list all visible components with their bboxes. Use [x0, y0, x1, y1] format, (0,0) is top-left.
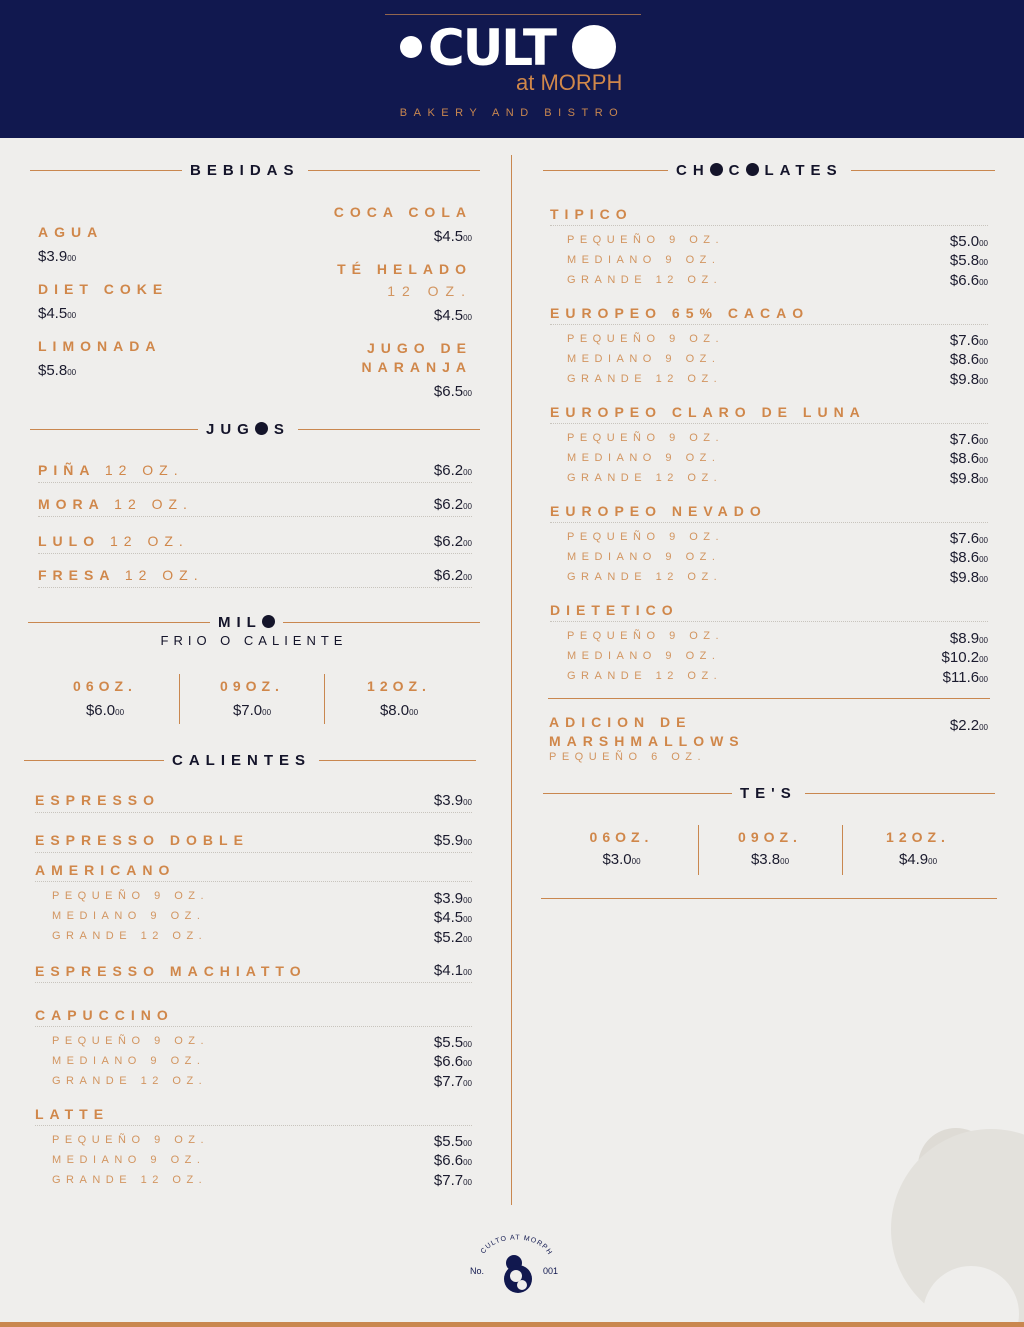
item-name: AMERICANO [35, 862, 176, 878]
dotted-leader [38, 516, 472, 517]
item-price: $4.500 [433, 909, 472, 926]
size-price: $3.800 [750, 851, 790, 868]
brand-name: CULT [428, 19, 555, 77]
item-price: $7.600 [949, 431, 988, 448]
item-price: $6.200 [433, 462, 472, 479]
tagline: BAKERY AND BISTRO [399, 107, 625, 119]
item-size: MEDIANO 9 OZ. [567, 254, 721, 266]
item-price: $11.600 [942, 669, 988, 686]
item-name: DIETETICO [550, 602, 679, 618]
size-price: $3.000 [602, 851, 641, 868]
item-size: MEDIANO 9 OZ. [52, 910, 206, 922]
item-size: MEDIANO 9 OZ. [567, 650, 721, 662]
item-size: GRANDE 12 OZ. [52, 1075, 208, 1087]
size-label: 09OZ. [220, 678, 284, 694]
item-price: $3.900 [433, 792, 472, 809]
dotted-leader [38, 482, 472, 483]
item-price: $6.200 [433, 567, 472, 584]
item-name: AGUA [38, 224, 104, 240]
item-price: $3.900 [38, 248, 77, 265]
item-price: $5.000 [949, 233, 988, 250]
item-size: MEDIANO 9 OZ. [567, 353, 721, 365]
item-price: $9.800 [949, 470, 988, 487]
tes-title: TE'S [732, 785, 805, 803]
bottom-strip [0, 1322, 1024, 1327]
item-price: $5.500 [433, 1034, 472, 1051]
size-label: 06OZ. [589, 829, 654, 845]
item-name: ESPRESSO [35, 792, 161, 808]
item-size: GRANDE 12 OZ. [567, 274, 723, 286]
item-price: $5.800 [949, 252, 988, 269]
item-size: PEQUEÑO 9 OZ. [567, 333, 725, 345]
item-price: $10.200 [941, 649, 988, 666]
item-price: $6.200 [433, 496, 472, 513]
item-name: ESPRESSO DOBLE [35, 832, 249, 848]
dotted-leader [550, 522, 988, 523]
item-price: $6.200 [433, 533, 472, 550]
item-price: $2.200 [949, 717, 988, 734]
item-size: GRANDE 12 OZ. [52, 930, 208, 942]
item-price: $5.800 [38, 362, 77, 379]
item-size: PEQUEÑO 9 OZ. [52, 1035, 210, 1047]
adicion-rule [548, 698, 990, 699]
dotted-leader [35, 881, 472, 882]
item-price: $6.600 [949, 272, 988, 289]
item-size: PEQUEÑO 9 OZ. [567, 630, 725, 642]
dot-o-icon [255, 422, 268, 435]
item-size: PEQUEÑO 9 OZ. [567, 432, 725, 444]
item-price: $9.800 [949, 371, 988, 388]
item-name: ADICION DE [549, 714, 692, 730]
item-size: PEQUEÑO 9 OZ. [567, 234, 725, 246]
logo-o-circle-icon [572, 25, 616, 69]
brand-subtitle: at MORPH [516, 70, 623, 95]
dotted-leader [35, 852, 472, 853]
item-price: $8.600 [949, 351, 988, 368]
dot-o-icon [262, 615, 275, 628]
tes-bottom-rule [541, 898, 997, 899]
item-size: MEDIANO 9 OZ. [567, 452, 721, 464]
dotted-leader [550, 621, 988, 622]
item-name: MORA 12 OZ. [38, 496, 193, 512]
milo-subtitle: FRIO O CALIENTE [160, 633, 348, 648]
item-price: $5.200 [433, 929, 472, 946]
item-name: LIMONADA [38, 338, 162, 354]
item-price: $4.500 [433, 307, 472, 324]
item-price: $6.600 [433, 1053, 472, 1070]
item-size: PEQUEÑO 9 OZ. [567, 531, 725, 543]
item-size: 12 OZ. [387, 283, 472, 299]
item-size: GRANDE 12 OZ. [567, 472, 723, 484]
item-size: MEDIANO 9 OZ. [52, 1154, 206, 1166]
size-label: 12OZ. [367, 678, 431, 694]
decorative-circles-icon [886, 1124, 1024, 1324]
item-price: $4.100 [433, 962, 472, 979]
size-price: $6.000 [85, 702, 125, 719]
bebidas-title: BEBIDAS [182, 162, 308, 180]
dotted-leader [35, 812, 472, 813]
item-name: NARANJA [361, 359, 472, 375]
chocolates-title: CH C LATES [668, 162, 851, 180]
svg-text:CULTO AT MORPH: CULTO AT MORPH [479, 1234, 554, 1257]
item-name: EUROPEO 65% CACAO [550, 305, 810, 321]
column-divider [511, 155, 512, 1205]
item-price: $6.600 [433, 1152, 472, 1169]
dotted-leader [550, 225, 988, 226]
item-price: $4.500 [433, 228, 472, 245]
item-price: $7.700 [433, 1172, 472, 1189]
item-name: TÉ HELADO [337, 261, 472, 277]
dotted-leader [35, 1125, 472, 1126]
size-label: 06OZ. [73, 678, 137, 694]
item-size: MEDIANO 9 OZ. [567, 551, 721, 563]
item-price: $5.500 [433, 1133, 472, 1150]
dotted-leader [550, 423, 988, 424]
culto-stamp [470, 1232, 570, 1302]
header [0, 0, 1024, 138]
item-price: $7.600 [949, 332, 988, 349]
size-price: $4.900 [898, 851, 938, 868]
item-name: FRESA 12 OZ. [38, 567, 204, 583]
calientes-title: CALIENTES [164, 752, 319, 770]
dotted-leader [35, 1026, 472, 1027]
brand-logo [400, 18, 630, 78]
item-name: PIÑA 12 OZ. [38, 462, 184, 478]
item-name: CAPUCCINO [35, 1007, 174, 1023]
dotted-leader [550, 324, 988, 325]
item-price: $4.500 [38, 305, 77, 322]
size-price: $8.000 [379, 702, 419, 719]
item-size: PEQUEÑO 9 OZ. [52, 1134, 210, 1146]
item-name: EUROPEO NEVADO [550, 503, 767, 519]
item-name: COCA COLA [333, 204, 472, 220]
item-name: MARSHMALLOWS [549, 733, 745, 749]
item-price: $7.700 [433, 1073, 472, 1090]
item-price: $9.800 [949, 569, 988, 586]
item-name: LATTE [35, 1106, 110, 1122]
size-label: 12OZ. [886, 829, 950, 845]
size-price: $7.000 [232, 702, 272, 719]
stamp-no-label: No. [470, 1266, 485, 1276]
item-size: GRANDE 12 OZ. [567, 670, 723, 682]
item-price: $8.600 [949, 450, 988, 467]
item-price: $5.900 [433, 832, 472, 849]
item-size: MEDIANO 9 OZ. [52, 1055, 206, 1067]
item-price: $7.600 [949, 530, 988, 547]
dotted-leader [35, 982, 472, 983]
item-name: ESPRESSO MACHIATTO [35, 963, 307, 979]
header-top-rule [385, 14, 641, 15]
item-size: PEQUEÑO 9 OZ. [52, 890, 210, 902]
item-price: $8.900 [949, 630, 988, 647]
dot-o-icon [746, 163, 759, 176]
item-name: EUROPEO CLARO DE LUNA [550, 404, 866, 420]
jugos-title: JUG S [198, 421, 298, 439]
item-size: PEQUEÑO 6 OZ. [549, 751, 707, 763]
item-size: GRANDE 12 OZ. [567, 373, 723, 385]
dotted-leader [38, 553, 472, 554]
item-price: $3.900 [433, 890, 472, 907]
item-price: $6.500 [433, 383, 472, 400]
item-name: DIET COKE [38, 281, 169, 297]
item-name: TIPICO [550, 206, 633, 222]
item-size: GRANDE 12 OZ. [52, 1174, 208, 1186]
item-size: GRANDE 12 OZ. [567, 571, 723, 583]
item-price: $8.600 [949, 549, 988, 566]
dotted-leader [38, 587, 472, 588]
stamp-number: 001 [543, 1266, 559, 1276]
logo-circle-icon [400, 36, 422, 58]
size-label: 09OZ. [738, 829, 802, 845]
milo-title: MIL [210, 614, 283, 632]
item-name: JUGO DE [366, 340, 472, 356]
item-name: LULO 12 OZ. [38, 533, 189, 549]
dot-o-icon [710, 163, 723, 176]
